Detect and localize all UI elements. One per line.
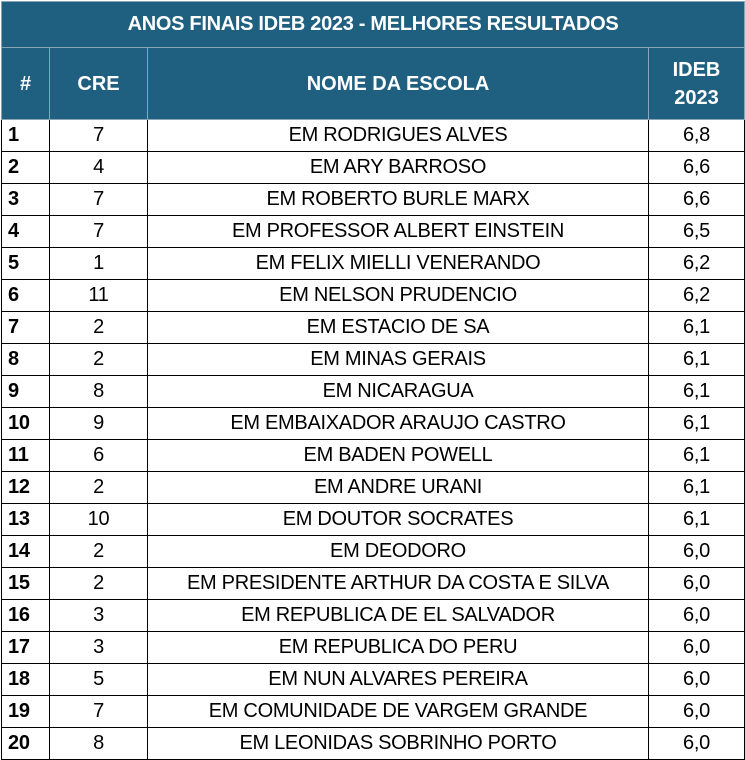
- rank-cell: 16: [2, 600, 50, 632]
- table-row: [2, 632, 745, 664]
- school-name-cell: EM COMUNIDADE DE VARGEM GRANDE: [148, 696, 649, 728]
- rank-column-header: #: [2, 48, 50, 120]
- column-header-row: [2, 48, 745, 120]
- table-row: [2, 152, 745, 184]
- rank-cell: 1: [2, 120, 50, 152]
- cre-cell: 7: [50, 696, 148, 728]
- table-row: [2, 568, 745, 600]
- cre-cell: 7: [50, 120, 148, 152]
- ideb-score-cell: 6,0: [649, 600, 745, 632]
- table-row: [2, 120, 745, 152]
- rank-cell: 2: [2, 152, 50, 184]
- rank-cell: 12: [2, 472, 50, 504]
- cre-cell: 8: [50, 728, 148, 760]
- rank-cell: 13: [2, 504, 50, 536]
- ideb-score-cell: 6,1: [649, 376, 745, 408]
- ideb-header-line2: 2023: [674, 86, 719, 109]
- cre-cell: 11: [50, 280, 148, 312]
- school-name-cell: EM ARY BARROSO: [148, 152, 649, 184]
- table-title: ANOS FINAIS IDEB 2023 - MELHORES RESULTADOS: [2, 2, 745, 48]
- cre-cell: 2: [50, 344, 148, 376]
- cre-cell: 2: [50, 568, 148, 600]
- table-row: [2, 696, 745, 728]
- ideb-score-cell: 6,1: [649, 408, 745, 440]
- ideb-score-cell: 6,0: [649, 664, 745, 696]
- school-name-cell: EM NICARAGUA: [148, 376, 649, 408]
- rank-cell: 7: [2, 312, 50, 344]
- cre-cell: 2: [50, 536, 148, 568]
- ideb-score-cell: 6,2: [649, 280, 745, 312]
- ideb-header-line1: IDEB: [672, 58, 721, 81]
- school-name-cell: EM EMBAIXADOR ARAUJO CASTRO: [148, 408, 649, 440]
- school-name-cell: EM ESTACIO DE SA: [148, 312, 649, 344]
- school-name-cell: EM REPUBLICA DO PERU: [148, 632, 649, 664]
- cre-column-header: CRE: [50, 48, 148, 120]
- school-name-cell: EM FELIX MIELLI VENERANDO: [148, 248, 649, 280]
- ideb-score-cell: 6,2: [649, 248, 745, 280]
- ideb-score-cell: 6,6: [649, 184, 745, 216]
- table-row: [2, 536, 745, 568]
- school-name-cell: EM RODRIGUES ALVES: [148, 120, 649, 152]
- ideb-score-cell: 6,1: [649, 472, 745, 504]
- table-row: [2, 216, 745, 248]
- school-name-cell: EM NUN ALVARES PEREIRA: [148, 664, 649, 696]
- rank-cell: 18: [2, 664, 50, 696]
- rank-cell: 14: [2, 536, 50, 568]
- rank-cell: 17: [2, 632, 50, 664]
- cre-cell: 7: [50, 184, 148, 216]
- table-row: [2, 184, 745, 216]
- ideb-score-cell: 6,6: [649, 152, 745, 184]
- rank-cell: 8: [2, 344, 50, 376]
- ideb-column-header: [649, 48, 745, 120]
- table-row: [2, 504, 745, 536]
- table-row: [2, 376, 745, 408]
- ideb-score-cell: 6,0: [649, 728, 745, 760]
- school-name-cell: EM NELSON PRUDENCIO: [148, 280, 649, 312]
- ideb-score-cell: 6,1: [649, 344, 745, 376]
- rank-cell: 19: [2, 696, 50, 728]
- school-name-cell: EM BADEN POWELL: [148, 440, 649, 472]
- rank-cell: 5: [2, 248, 50, 280]
- table-row: [2, 664, 745, 696]
- cre-cell: 2: [50, 312, 148, 344]
- ideb-score-cell: 6,0: [649, 632, 745, 664]
- table-row: [2, 408, 745, 440]
- school-name-cell: EM DOUTOR SOCRATES: [148, 504, 649, 536]
- table-title-row: [2, 2, 745, 48]
- school-name-cell: EM REPUBLICA DE EL SALVADOR: [148, 600, 649, 632]
- table-row: [2, 312, 745, 344]
- ideb-score-cell: 6,0: [649, 696, 745, 728]
- table-row: [2, 600, 745, 632]
- school-name-cell: EM MINAS GERAIS: [148, 344, 649, 376]
- school-name-cell: EM ANDRE URANI: [148, 472, 649, 504]
- ideb-score-cell: 6,1: [649, 504, 745, 536]
- cre-cell: 6: [50, 440, 148, 472]
- table-row: [2, 248, 745, 280]
- table-row: [2, 344, 745, 376]
- rank-cell: 6: [2, 280, 50, 312]
- table-row: [2, 728, 745, 760]
- cre-cell: 5: [50, 664, 148, 696]
- school-name-cell: EM PRESIDENTE ARTHUR DA COSTA E SILVA: [148, 568, 649, 600]
- table-row: [2, 472, 745, 504]
- ideb-score-cell: 6,1: [649, 312, 745, 344]
- school-name-cell: EM PROFESSOR ALBERT EINSTEIN: [148, 216, 649, 248]
- school-column-header: NOME DA ESCOLA: [148, 48, 649, 120]
- ideb-score-cell: 6,1: [649, 440, 745, 472]
- rank-cell: 10: [2, 408, 50, 440]
- rank-cell: 9: [2, 376, 50, 408]
- cre-cell: 7: [50, 216, 148, 248]
- table-row: [2, 440, 745, 472]
- rank-cell: 4: [2, 216, 50, 248]
- ideb-score-cell: 6,5: [649, 216, 745, 248]
- cre-cell: 2: [50, 472, 148, 504]
- school-name-cell: EM ROBERTO BURLE MARX: [148, 184, 649, 216]
- rank-cell: 11: [2, 440, 50, 472]
- rank-cell: 15: [2, 568, 50, 600]
- school-name-cell: EM DEODORO: [148, 536, 649, 568]
- rank-cell: 20: [2, 728, 50, 760]
- ideb-score-cell: 6,0: [649, 568, 745, 600]
- ideb-score-cell: 6,8: [649, 120, 745, 152]
- cre-cell: 3: [50, 600, 148, 632]
- table-row: [2, 280, 745, 312]
- ideb-ranking-table-container: [0, 1, 745, 759]
- school-name-cell: EM LEONIDAS SOBRINHO PORTO: [148, 728, 649, 760]
- cre-cell: 1: [50, 248, 148, 280]
- ideb-score-cell: 6,0: [649, 536, 745, 568]
- cre-cell: 9: [50, 408, 148, 440]
- cre-cell: 10: [50, 504, 148, 536]
- ideb-ranking-table: [1, 1, 745, 760]
- cre-cell: 8: [50, 376, 148, 408]
- cre-cell: 4: [50, 152, 148, 184]
- rank-cell: 3: [2, 184, 50, 216]
- cre-cell: 3: [50, 632, 148, 664]
